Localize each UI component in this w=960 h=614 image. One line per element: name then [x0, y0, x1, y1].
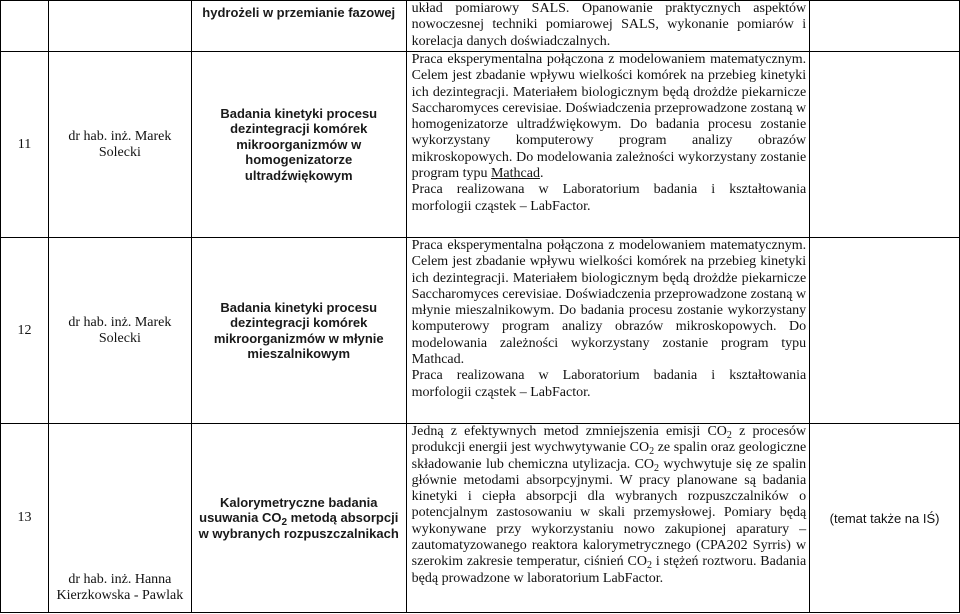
- description-paragraph-lab: Praca realizowana w Laboratorium badania i kształtowania morfologii cząstek – LabFactor.: [411, 368, 807, 400]
- supervisor-cell: [48, 1, 191, 52]
- topic-cell: [191, 1, 406, 52]
- supervisor-title: dr hab. inż. Hanna: [68, 572, 172, 587]
- supervisor-cell: [48, 52, 191, 238]
- topic-text: Badania kinetyki procesu dezintegracji komórek mikroorganizmów w homogenizatorze ultradźwiękowym: [220, 105, 378, 183]
- description-cell: [406, 1, 810, 52]
- row-number: 13: [1, 424, 49, 613]
- description-paragraph: [412, 52, 807, 182]
- note-cell: [810, 1, 960, 52]
- supervisor-cell: [48, 238, 191, 424]
- description-text: Praca eksperymentalna połączona z modelowaniem matematycznym. Celem jest zbadanie wpływu wielkości komórek na przebieg kinetyki ich dezintegracji. Materiałem biologicznym będą drożdże piekarnicze Saccharomyces cerevisiae. Doświadczenia przeprowadzone zostaną w homogenizatorze ultradźwiękowym. Do badania procesu zostanie wykorzystany komputerowy program analizy obrazów mikroskopowych. Do modelowania zależności wykorzystany zostanie program typu: [411, 52, 807, 182]
- supervisor-name: Solecki: [98, 144, 141, 160]
- note-text: (temat także na IŚ): [829, 510, 940, 526]
- mathcad-link[interactable]: Mathcad: [490, 166, 540, 182]
- table-row-continuation: [1, 1, 960, 52]
- topic-text: hydrożeli w przemianie fazowej: [202, 5, 396, 20]
- description-cell: [406, 424, 810, 613]
- description-paragraph: Praca eksperymentalna połączona z modelowaniem matematycznym. Celem jest zbadanie wpływu wielkości komórek na przebieg kinetyki ich dezintegracji. Materiałem biologicznym będą drożdże piekarnicze Saccharomyces cerevisiae. Doświadczenia przeprowadzone zostaną w młynie mieszalnikowym. Do badania procesu zostanie wykorzystany komputerowy program analizy obrazów mikroskopowych. Do modelowania zależności wykorzystany zostanie program typu Mathcad.: [411, 238, 807, 368]
- topic-text: Kalorymetryczne badania usuwania $CO_2$ metodą absorpcji w wybranych rozpuszczalnikach: [198, 494, 399, 541]
- topic-cell: [191, 424, 406, 613]
- number-cell: [1, 1, 49, 52]
- topic-cell: [191, 238, 406, 424]
- description-text-end: .: [539, 166, 544, 182]
- supervisor-name: Solecki: [98, 330, 141, 346]
- row-number: 11: [1, 52, 49, 238]
- supervisor-cell: [48, 424, 191, 613]
- description-paragraph: Jedną z efektywnych metod zmniejszenia emisji $CO_2$ z procesów produkcji energii jest wychwytywanie $CO_2$ ze spalin oraz geologiczne składowanie lub chemiczna utylizacja. $CO_2$ wychwytuje się ze spalin głównie metodami absorpcyjnymi. W pracy planowane są badania kinetyki i ciepła absorpcji dla wybranych rozpuszczalników o potencjalnym zastosowaniu w skali przemysłowej. Pomiary będą wykonywane przy wykorzystaniu nowo zakupionej aparatury – zautomatyzowanego reaktora kalorymetrycznego (CPA202 Syrris) w szerokim zakresie temperatur, ciśnień $CO_2$ i stężeń roztworu. Badania będą prowadzone w laboratorium LabFactor.: [411, 424, 807, 586]
- supervisor-name: Kierzkowska - Pawlak: [56, 588, 184, 603]
- description-text: układ pomiarowy SALS. Opanowanie praktycznych aspektów nowoczesnej techniki pomiarowej SALS, wykonanie pomiarów i korelacja danych doświadczalnych.: [411, 1, 807, 49]
- table-row: [1, 238, 960, 424]
- note-cell: [810, 424, 960, 613]
- description-cell: [406, 52, 810, 238]
- table-row: [1, 424, 960, 613]
- description-cell: [406, 238, 810, 424]
- topic-cell: [191, 52, 406, 238]
- description-paragraph-lab: Praca realizowana w Laboratorium badania i kształtowania morfologii cząstek – LabFactor.: [411, 182, 807, 214]
- note-cell: [810, 238, 960, 424]
- row-number: 12: [1, 238, 49, 424]
- supervisor-title: dr hab. inż. Marek: [68, 314, 172, 330]
- table-row: [1, 52, 960, 238]
- supervisor-title: dr hab. inż. Marek: [68, 128, 172, 144]
- note-cell: [810, 52, 960, 238]
- topic-text: Badania kinetyki procesu dezintegracji komórek mikroorganizmów w młynie mieszalnikowym: [213, 299, 384, 361]
